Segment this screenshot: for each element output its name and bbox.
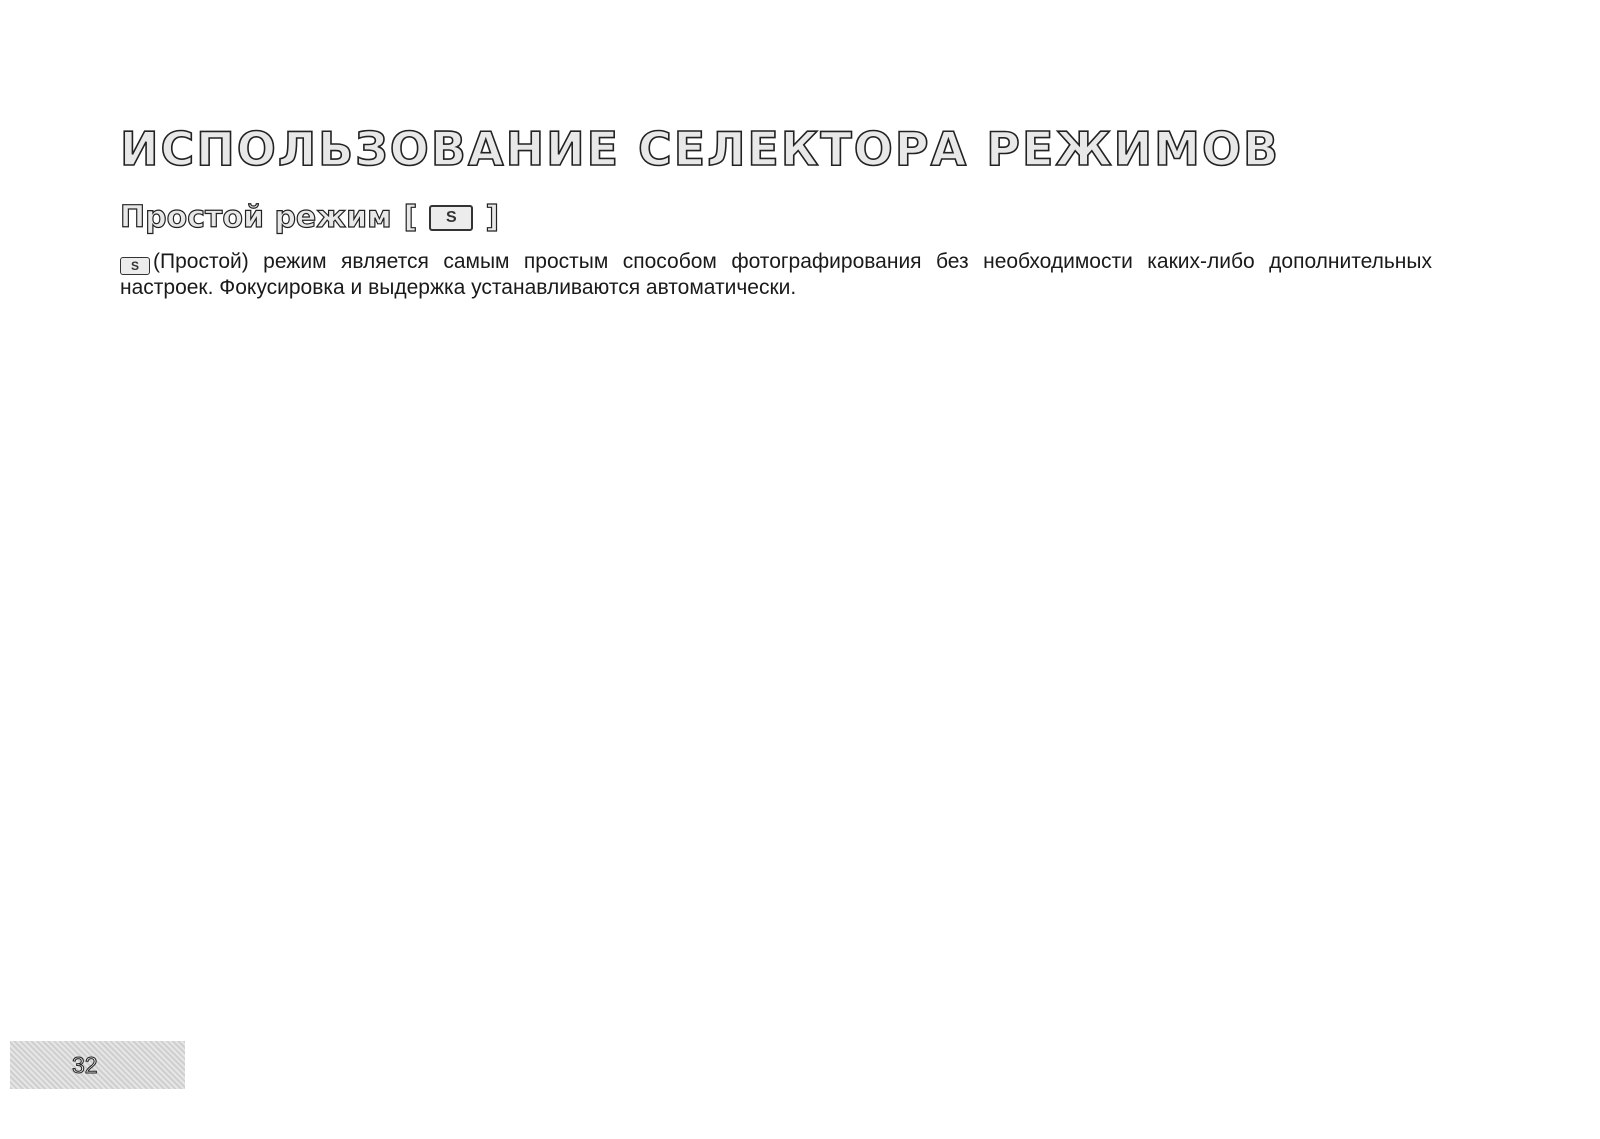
simple-mode-intro-text: (Простой) режим является самым простым способом фотографирования без необходимости каких-либо дополнительных настроек. Фокусировка и выдержка устанавливаются автоматически. [120,250,1432,299]
page-title: ИСПОЛЬЗОВАНИЕ СЕЛЕКТОРА РЕЖИМОВ [120,122,1281,176]
bracket-open: [ [403,200,418,235]
simple-mode-intro [120,249,1432,301]
bracket-close: ] [485,200,500,235]
page-number-box [10,1041,185,1089]
section-heading-label: Простой режим [120,200,392,235]
section-heading-simple-mode [120,200,499,235]
page-number: 32 [72,1051,98,1078]
simple-mode-icon: S [429,205,473,231]
simple-mode-icon: S [120,257,150,275]
